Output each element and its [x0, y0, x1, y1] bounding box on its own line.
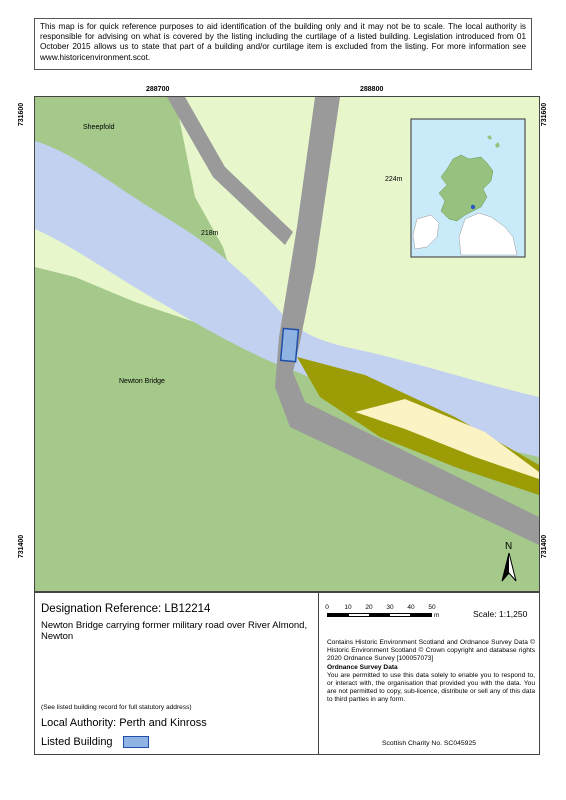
scale-unit: m	[434, 612, 440, 619]
north-label: N	[505, 541, 513, 552]
northing-label-bottom-left: 731400	[18, 534, 26, 559]
map-canvas	[35, 97, 539, 591]
scale-tick: 0	[325, 604, 329, 611]
listed-building-bridge[interactable]	[281, 328, 299, 361]
legend-right	[319, 593, 539, 754]
easting-label-right: 288800	[360, 86, 384, 93]
credits-text	[327, 639, 535, 705]
listed-building-key	[41, 736, 149, 748]
statutory-address-note: (See listed building record for full statutory address)	[41, 704, 192, 711]
scale-tick: 10	[344, 604, 352, 611]
inset-map	[411, 119, 525, 257]
label-newton-bridge: Newton Bridge	[119, 378, 165, 385]
northing-label-bottom-right: 731400	[541, 534, 549, 559]
legend-panel	[34, 592, 540, 755]
credits-licence: You are permitted to use this data solely to enable you to respond to, or interact with, the organisation that provided you with the data. You are not permitted to copy, sub-licence, distribute or sell any of this data to third parties in any form.	[327, 671, 535, 704]
credits-copyright: Contains Historic Environment Scotland and Ordnance Survey Data © Historic Environment Scotland © Crown copyright and database rights 2020 Ordnance Survey [100057073]	[327, 639, 535, 663]
credits-title: Ordnance Survey Data	[327, 663, 398, 671]
scale-tick: 40	[407, 604, 415, 611]
disclaimer-box: This map is for quick reference purposes to aid identification of the building only and it may not be to scale. The local authority is responsible for advising on what is covered by the listing including the curtilage of a listed building. Legislation introduced from 01 October 2015 allows us to state that part of a building and/or curtilage item is excluded from the listing. For more information see www.historicenvironment.scot.	[34, 18, 532, 70]
legend-left	[35, 593, 319, 754]
listed-building-swatch	[123, 736, 149, 748]
listed-building-label: Listed Building	[41, 736, 113, 748]
northing-label-top-right: 731600	[541, 102, 549, 127]
local-authority: Local Authority: Perth and Kinross	[41, 717, 207, 729]
label-sheepfold: Sheepfold	[83, 124, 115, 131]
charity-number: Scottish Charity No. SC045925	[381, 740, 477, 747]
scale-label: Scale: 1:1,250	[473, 609, 528, 619]
easting-label-left: 288700	[146, 86, 170, 93]
scale-tick: 50	[428, 604, 436, 611]
label-224m: 224m	[385, 176, 403, 183]
designation-name: Newton Bridge carrying former military road over River Almond, Newton	[41, 620, 308, 642]
map-frame[interactable]	[34, 96, 540, 592]
label-218m: 218m	[201, 230, 219, 237]
designation-reference: Designation Reference: LB12214	[41, 603, 211, 615]
northing-label-top-left: 731600	[18, 102, 26, 127]
scale-tick: 30	[386, 604, 394, 611]
scale-bar	[327, 613, 432, 617]
inset-location-marker	[471, 205, 475, 209]
scale-tick: 20	[365, 604, 373, 611]
